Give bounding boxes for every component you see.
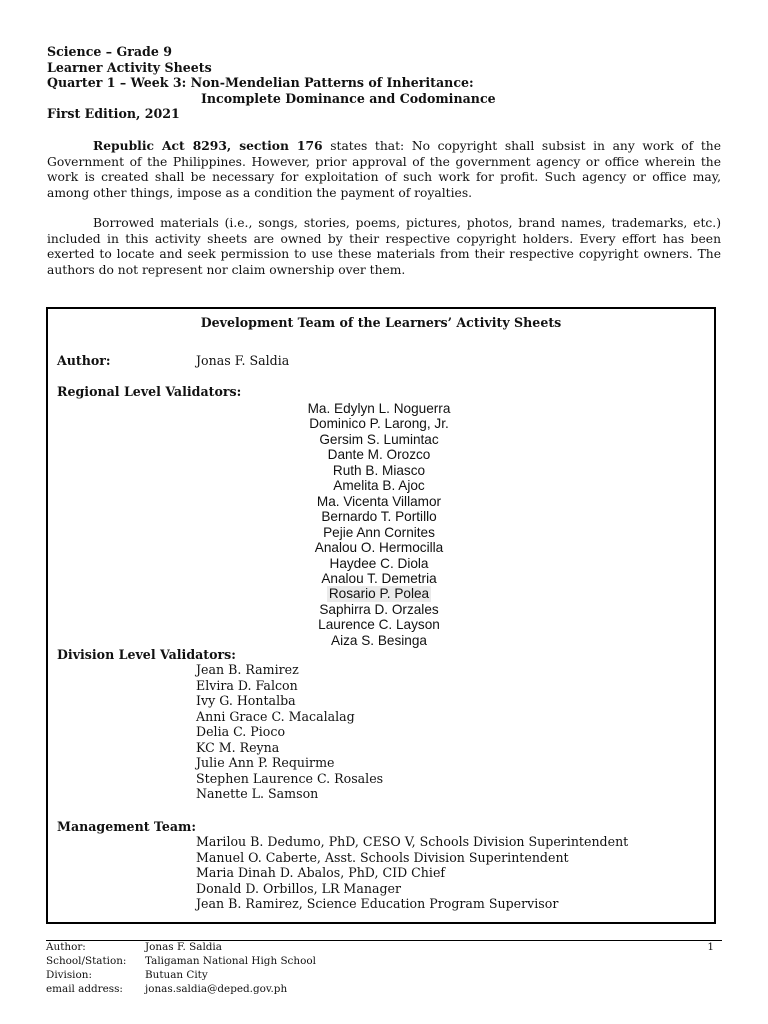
footer-author-value: Jonas F. Saldia xyxy=(145,941,222,953)
regional-validator: Ruth B. Miasco xyxy=(332,462,426,478)
header-topic: Incomplete Dominance and Codominance xyxy=(201,90,496,106)
regional-validator: Analou T. Demetria xyxy=(321,570,437,586)
copyright-paragraph xyxy=(47,138,721,201)
header-series: Learner Activity Sheets xyxy=(47,59,212,75)
division-validators-list xyxy=(196,662,383,802)
management-member: Donald D. Orbillos, LR Manager xyxy=(196,880,401,896)
division-validators-label: Division Level Validators: xyxy=(57,647,236,662)
author-label: Author: xyxy=(57,353,111,368)
page-number: 1 xyxy=(707,941,714,953)
management-team-list xyxy=(196,834,628,912)
regional-validator: Dante M. Orozco xyxy=(327,447,431,463)
regional-validators-label: Regional Level Validators: xyxy=(57,384,242,399)
copyright-text: states that: No copyright shall subsist in any work of the Government of the Philippines. However, prior approval of the government agency or office wherein the work is created shall be necessary for exploitation of such work for profit. Such agency or office may, among other things, impose as a condition the payment of royalties. xyxy=(47,139,721,200)
footer-email-value: jonas.saldia@deped.gov.ph xyxy=(145,982,288,995)
management-member: Maria Dinah D. Abalos, PhD, CID Chief xyxy=(196,865,446,881)
regional-validator: Haydee C. Diola xyxy=(329,555,429,571)
regional-validator: Ma. Edylyn L. Noguerra xyxy=(307,401,451,416)
regional-validators-list xyxy=(248,401,510,648)
team-title: Development Team of the Learners’ Activity Sheets xyxy=(200,315,562,330)
footer-email-label: email address: xyxy=(46,982,123,995)
header-subject: Science – Grade 9 xyxy=(47,44,172,59)
footer-division-value: Butuan City xyxy=(145,968,208,981)
author-name: Jonas F. Saldia xyxy=(196,353,290,368)
management-team-label: Management Team: xyxy=(57,819,197,834)
division-validator: Nanette L. Samson xyxy=(196,786,319,802)
regional-validator: Bernardo T. Portillo xyxy=(321,509,437,525)
division-validator: Anni Grace C. Macalalag xyxy=(196,708,355,724)
division-validator: Elvira D. Falcon xyxy=(196,677,298,693)
footer-author-label: Author: xyxy=(46,941,86,953)
division-validator: Julie Ann P. Requirme xyxy=(196,755,335,771)
document-header xyxy=(47,44,496,122)
footer-school-label: School/Station: xyxy=(46,954,127,967)
footer-division-label: Division: xyxy=(46,968,92,981)
regional-validator: Pejie Ann Cornites xyxy=(323,524,435,540)
regional-validator: Analou O. Hermocilla xyxy=(314,540,444,556)
regional-validator: Aiza S. Besinga xyxy=(331,632,427,648)
header-quarter-week: Quarter 1 – Week 3: Non-Mendelian Patterns of Inheritance: xyxy=(47,75,474,90)
regional-validator: Ma. Vicenta Villamor xyxy=(316,493,442,509)
page-footer xyxy=(46,941,722,997)
copyright-lead: Republic Act 8293, section 176 xyxy=(93,138,323,153)
division-validator: Stephen Laurence C. Rosales xyxy=(196,770,384,786)
management-member: Manuel O. Caberte, Asst. Schools Division Superintendent xyxy=(196,849,569,865)
footer-school-value: Taligaman National High School xyxy=(145,954,316,967)
management-member: Marilou B. Dedumo, PhD, CESO V, Schools Division Superintendent xyxy=(196,834,629,849)
borrowed-materials-paragraph xyxy=(47,216,721,278)
regional-validator: Laurence C. Layson xyxy=(318,617,440,633)
division-validator: KC M. Reyna xyxy=(196,739,280,755)
regional-validator: Rosario P. Polea xyxy=(328,586,430,602)
management-member: Jean B. Ramirez, Science Education Program Supervisor xyxy=(196,896,559,912)
header-edition: First Edition, 2021 xyxy=(47,106,180,121)
division-validator: Jean B. Ramirez xyxy=(196,662,299,677)
regional-validator: Amelita B. Ajoc xyxy=(333,478,425,494)
development-team-box xyxy=(46,307,716,924)
regional-validator: Dominico P. Larong, Jr. xyxy=(309,416,449,432)
regional-validator: Gersim S. Lumintac xyxy=(319,431,439,447)
division-validator: Delia C. Pioco xyxy=(196,724,286,740)
regional-validator: Saphirra D. Orzales xyxy=(319,601,439,617)
borrowed-text: Borrowed materials (i.e., songs, stories, poems, pictures, photos, brand names, trademarks, etc.) included in this activity sheets are owned by their respective copyright holders. Every effort has been exerted to locate and seek permission to use these materials from their respective copyright owners. The authors do not represent nor claim ownership over them. xyxy=(47,216,721,277)
division-validator: Ivy G. Hontalba xyxy=(196,693,296,709)
